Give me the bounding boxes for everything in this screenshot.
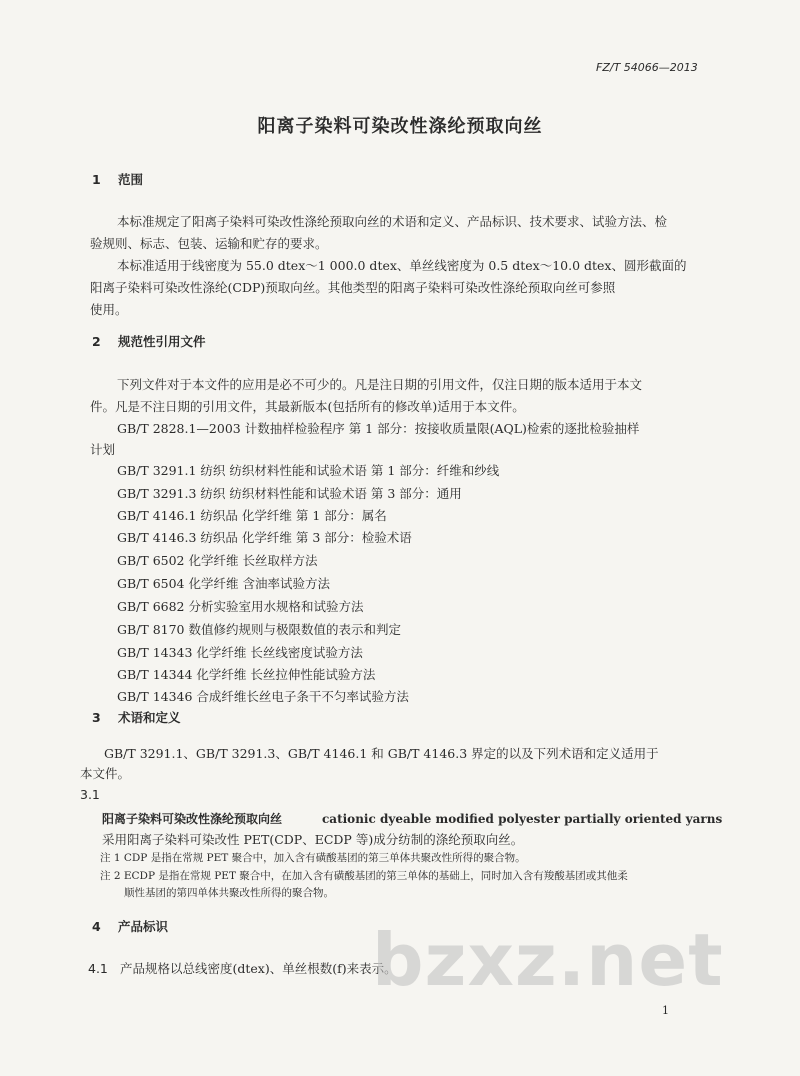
reference-item: GB/T 4146.3 纺织品 化学纤维 第 3 部分：检验术语 (117, 530, 412, 545)
s2-line: 下列文件对于本文件的应用是必不可少的。凡是注日期的引用文件，仅注日期的版本适用于本文 (117, 377, 643, 392)
clause-number: 3.1 (80, 787, 100, 802)
reference-item: GB/T 14346 合成纤维长丝电子条干不匀率试验方法 (117, 689, 409, 704)
reference-item: GB/T 14343 化学纤维 长丝线密度试验方法 (117, 645, 363, 660)
page-number: 1 (662, 1004, 669, 1017)
s1-line: 使用。 (90, 302, 128, 317)
reference-item: GB/T 4146.1 纺织品 化学纤维 第 1 部分：属名 (117, 508, 387, 523)
s2-line: 件。凡是不注日期的引用文件，其最新版本(包括所有的修改单)适用于本文件。 (90, 399, 525, 414)
s1-line: 本标准适用于线密度为 55.0 dtex～1 000.0 dtex、单丝线密度为 0.5 dtex～10.0 dtex、圆形截面的 (117, 258, 687, 273)
page-title: 阳离子染料可染改性涤纶预取向丝 (257, 116, 543, 137)
reference-item: GB/T 6502 化学纤维 长丝取样方法 (117, 553, 318, 568)
term-chinese: 阳离子染料可染改性涤纶预取向丝 (102, 812, 283, 826)
term-english: cationic dyeable modified polyester partially oriented yarns (322, 812, 723, 826)
reference-item: GB/T 3291.3 纺织 纺织材料性能和试验术语 第 3 部分：通用 (117, 486, 462, 501)
standard-code: FZ/T 54066—2013 (596, 61, 698, 74)
reference-item: GB/T 6504 化学纤维 含油率试验方法 (117, 576, 330, 591)
section-2-number: 2 (92, 334, 101, 349)
section-2-title: 规范性引用文件 (118, 334, 206, 349)
clause-4-1-text: 产品规格以总线密度(dtex)、单丝根数(f)来表示。 (120, 961, 397, 976)
s1-line: 验规则、标志、包装、运输和贮存的要求。 (90, 236, 328, 251)
reference-item: GB/T 6682 分析实验室用水规格和试验方法 (117, 599, 364, 614)
note-1: 注 1 CDP 是指在常规 PET 聚合中，加入含有磺酸基团的第三单体共聚改性所得的聚合物。 (100, 852, 526, 864)
section-1-number: 1 (92, 172, 101, 187)
clause-4-1-number: 4.1 (88, 961, 108, 976)
s2-line: GB/T 2828.1—2003 计数抽样检验程序 第 1 部分：按接收质量限(AQL)检索的逐批检验抽样 (117, 421, 640, 436)
s1-line: 阳离子染料可染改性涤纶(CDP)预取向丝。其他类型的阳离子染料可染改性涤纶预取向丝可参照 (90, 280, 616, 295)
reference-item: GB/T 8170 数值修约规则与极限数值的表示和判定 (117, 622, 401, 637)
s1-line: 本标准规定了阳离子染料可染改性涤纶预取向丝的术语和定义、产品标识、技术要求、试验方法、检 (117, 214, 668, 229)
section-4-title: 产品标识 (118, 919, 169, 934)
s3-line: GB/T 3291.1、GB/T 3291.3、GB/T 4146.1 和 GB/T 4146.3 界定的以及下列术语和定义适用于 (104, 746, 659, 761)
note-2-continued: 顺性基团的第四单体共聚改性所得的聚合物。 (124, 887, 334, 899)
section-3-title: 术语和定义 (118, 710, 181, 725)
watermark: bzxz.net (372, 918, 724, 1002)
s2-line: 计划 (90, 442, 116, 457)
section-3-number: 3 (92, 710, 101, 725)
section-1-title: 范围 (118, 172, 144, 187)
reference-item: GB/T 3291.1 纺织 纺织材料性能和试验术语 第 1 部分：纤维和纱线 (117, 463, 500, 478)
section-4-number: 4 (92, 919, 101, 934)
s3-line: 本文件。 (80, 766, 131, 781)
note-2: 注 2 ECDP 是指在常规 PET 聚合中，在加入含有磺酸基团的第三单体的基础上，同时加入含有羧酸基团或其他柔 (100, 870, 628, 882)
reference-item: GB/T 14344 化学纤维 长丝拉伸性能试验方法 (117, 667, 376, 682)
term-definition: 采用阳离子染料可染改性 PET(CDP、ECDP 等)成分纺制的涤纶预取向丝。 (102, 832, 524, 847)
